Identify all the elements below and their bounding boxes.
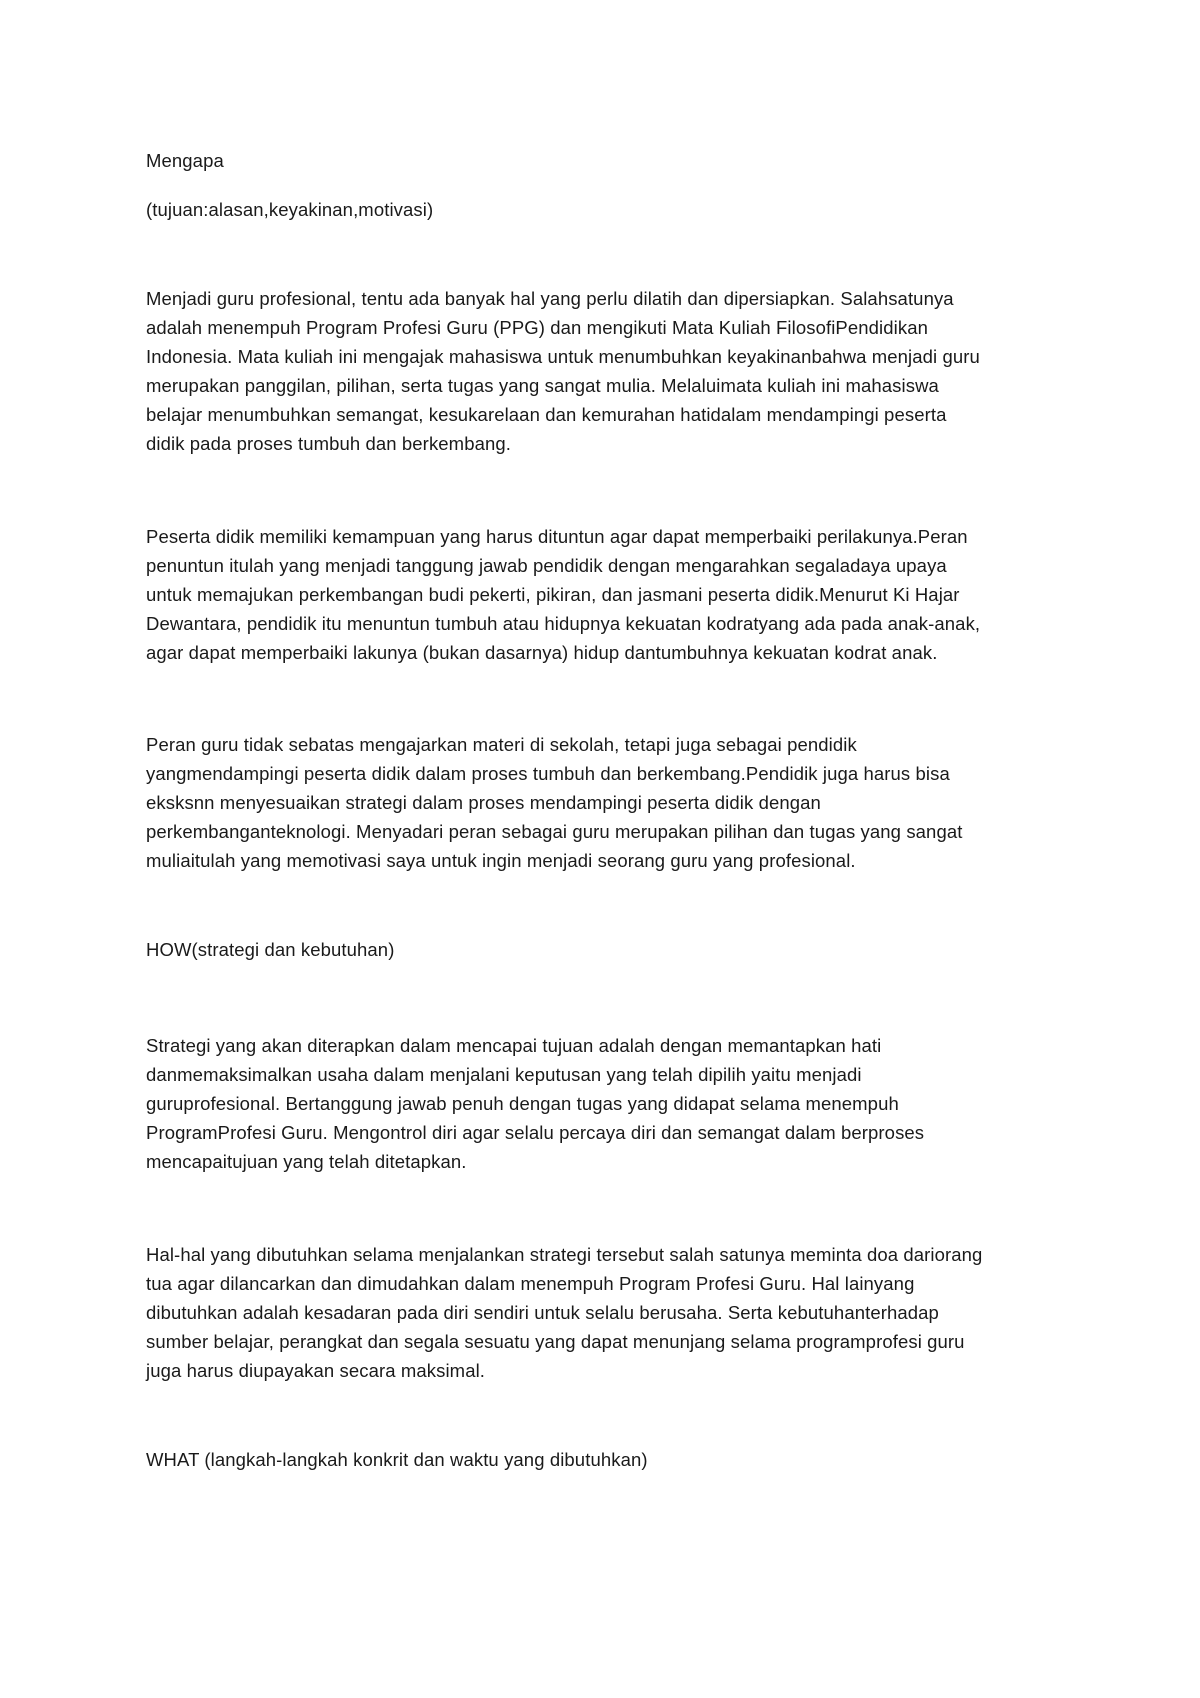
paragraph-1-line: Indonesia. Mata kuliah ini mengajak mahasiswa untuk menumbuhkan keyakinanbahwa menjadi guru xyxy=(146,346,980,367)
paragraph-2-line: penuntun itulah yang menjadi tanggung jawab pendidik dengan mengarahkan segaladaya upaya xyxy=(146,555,947,576)
paragraph-5-line: sumber belajar, perangkat dan segala sesuatu yang dapat menunjang selama programprofesi guru xyxy=(146,1331,965,1352)
paragraph-2-line: untuk memajukan perkembangan budi pekerti, pikiran, dan jasmani peserta didik.Menurut Ki Hajar xyxy=(146,584,960,605)
paragraph-2-line: agar dapat memperbaiki lakunya (bukan dasarnya) hidup dantumbuhnya kekuatan kodrat anak. xyxy=(146,642,938,663)
paragraph-2-line: Dewantara, pendidik itu menuntun tumbuh atau hidupnya kekuatan kodratyang ada pada anak-anak, xyxy=(146,613,981,634)
paragraph-4-line: ProgramProfesi Guru. Mengontrol diri agar selalu percaya diri dan semangat dalam berproses xyxy=(146,1122,925,1143)
paragraph-3-line: Peran guru tidak sebatas mengajarkan materi di sekolah, tetapi juga sebagai pendidik xyxy=(146,734,857,755)
paragraph-4-line: mencapaitujuan yang telah ditetapkan. xyxy=(146,1151,467,1172)
heading-what: WHAT (langkah-langkah konkrit dan waktu yang dibutuhkan) xyxy=(146,1449,648,1470)
paragraph-1-line: didik pada proses tumbuh dan berkembang. xyxy=(146,433,511,454)
subheading-why: (tujuan:alasan,keyakinan,motivasi) xyxy=(146,199,434,220)
paragraph-3-line: yangmendampingi peserta didik dalam proses tumbuh dan berkembang.Pendidik juga harus bisa xyxy=(146,763,950,784)
paragraph-4-line: guruprofesional. Bertanggung jawab penuh dengan tugas yang didapat selama menempuh xyxy=(146,1093,899,1114)
paragraph-1-line: belajar menumbuhkan semangat, kesukarelaan dan kemurahan hatidalam mendampingi peserta xyxy=(146,404,947,425)
paragraph-1-line: merupakan panggilan, pilihan, serta tugas yang sangat mulia. Melaluimata kuliah ini mahasiswa xyxy=(146,375,939,396)
paragraph-3-line: muliaitulah yang memotivasi saya untuk ingin menjadi seorang guru yang profesional. xyxy=(146,850,856,871)
paragraph-4-line: danmemaksimalkan usaha dalam menjalani keputusan yang telah dipilih yaitu menjadi xyxy=(146,1064,862,1085)
paragraph-4-line: Strategi yang akan diterapkan dalam mencapai tujuan adalah dengan memantapkan hati xyxy=(146,1035,882,1056)
paragraph-5-line: Hal-hal yang dibutuhkan selama menjalankan strategi tersebut salah satunya meminta doa dariorang xyxy=(146,1244,983,1265)
paragraph-5-line: dibutuhkan adalah kesadaran pada diri sendiri untuk selalu berusaha. Serta kebutuhanterhadap xyxy=(146,1302,939,1323)
heading-why: Mengapa xyxy=(146,150,224,171)
heading-how: HOW(strategi dan kebutuhan) xyxy=(146,939,395,960)
paragraph-1-line: adalah menempuh Program Profesi Guru (PPG) dan mengikuti Mata Kuliah FilosofiPendidikan xyxy=(146,317,928,338)
paragraph-3-line: eksksnn menyesuaikan strategi dalam proses mendampingi peserta didik dengan xyxy=(146,792,821,813)
paragraph-1-line: Menjadi guru profesional, tentu ada banyak hal yang perlu dilatih dan dipersiapkan. Salahsatunya xyxy=(146,288,954,309)
paragraph-5-line: juga harus diupayakan secara maksimal. xyxy=(146,1360,486,1381)
paragraph-5-line: tua agar dilancarkan dan dimudahkan dalam menempuh Program Profesi Guru. Hal lainyang xyxy=(146,1273,915,1294)
paragraph-3-line: perkembanganteknologi. Menyadari peran sebagai guru merupakan pilihan dan tugas yang sangat xyxy=(146,821,963,842)
paragraph-2-line: Peserta didik memiliki kemampuan yang harus dituntun agar dapat memperbaiki perilakunya.Peran xyxy=(146,526,968,547)
